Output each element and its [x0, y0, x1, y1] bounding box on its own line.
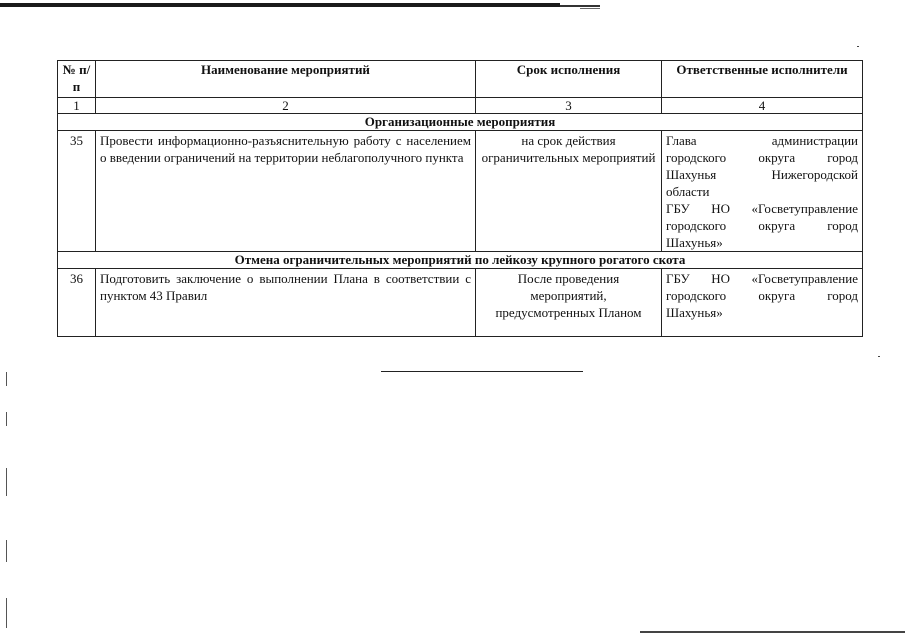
row-number: 35 [58, 131, 96, 252]
header-responsible: Ответственные исполнители [662, 61, 863, 98]
column-number: 2 [96, 98, 476, 114]
responsible-line: Шахунья» [666, 305, 723, 320]
scan-bottom-rule [640, 631, 905, 633]
table-row [58, 131, 863, 252]
column-number: 3 [476, 98, 662, 114]
responsible-line: ГБУ НО «Госветуправление [666, 201, 858, 216]
scan-speck [878, 356, 880, 357]
row-responsible [662, 131, 863, 252]
responsible-line: Шахунья Нижегородской [666, 167, 858, 182]
row-responsible [662, 269, 863, 337]
row-term: После проведения мероприятий, предусмотренных Планом [476, 269, 662, 337]
responsible-line: ГБУ НО «Госветуправление [666, 271, 858, 286]
scan-speck [857, 46, 859, 47]
responsible-line: Глава администрации [666, 133, 858, 148]
section-row [58, 114, 863, 131]
row-measure: Провести информационно-разъяснительную работу с населением о введении ограничений на территории неблагополучного пункта [96, 131, 476, 252]
table-row [58, 269, 863, 337]
section-row [58, 252, 863, 269]
column-number: 4 [662, 98, 863, 114]
section-title: Организационные мероприятия [58, 114, 863, 131]
scan-top-rule [0, 3, 560, 7]
header-row [58, 61, 863, 98]
column-number-row [58, 98, 863, 114]
end-of-document-rule [381, 371, 583, 372]
responsible-line: области [666, 184, 710, 199]
row-measure: Подготовить заключение о выполнении Плана в соответствии с пунктом 43 Правил [96, 269, 476, 337]
row-number: 36 [58, 269, 96, 337]
section-title: Отмена ограничительных мероприятий по лейкозу крупного рогатого скота [58, 252, 863, 269]
row-term: на срок действия ограничительных мероприятий [476, 131, 662, 252]
scan-margin-mark [6, 412, 7, 426]
scan-margin-mark [6, 372, 7, 386]
responsible-line: городского округа город [666, 288, 858, 303]
header-name: Наименование мероприятий [96, 61, 476, 98]
scan-margin-mark [6, 540, 7, 562]
measures-table [57, 60, 863, 337]
responsible-line: городского округа город [666, 218, 858, 233]
scan-top-rule-fragment [560, 5, 600, 7]
scan-margin-mark [6, 468, 7, 496]
scan-margin-mark [6, 598, 7, 628]
responsible-line: городского округа город [666, 150, 858, 165]
responsible-line: Шахунья» [666, 235, 723, 250]
column-number: 1 [58, 98, 96, 114]
scan-top-rule-fragment [580, 8, 600, 9]
header-term: Срок исполнения [476, 61, 662, 98]
header-num: № п/п [58, 61, 96, 98]
